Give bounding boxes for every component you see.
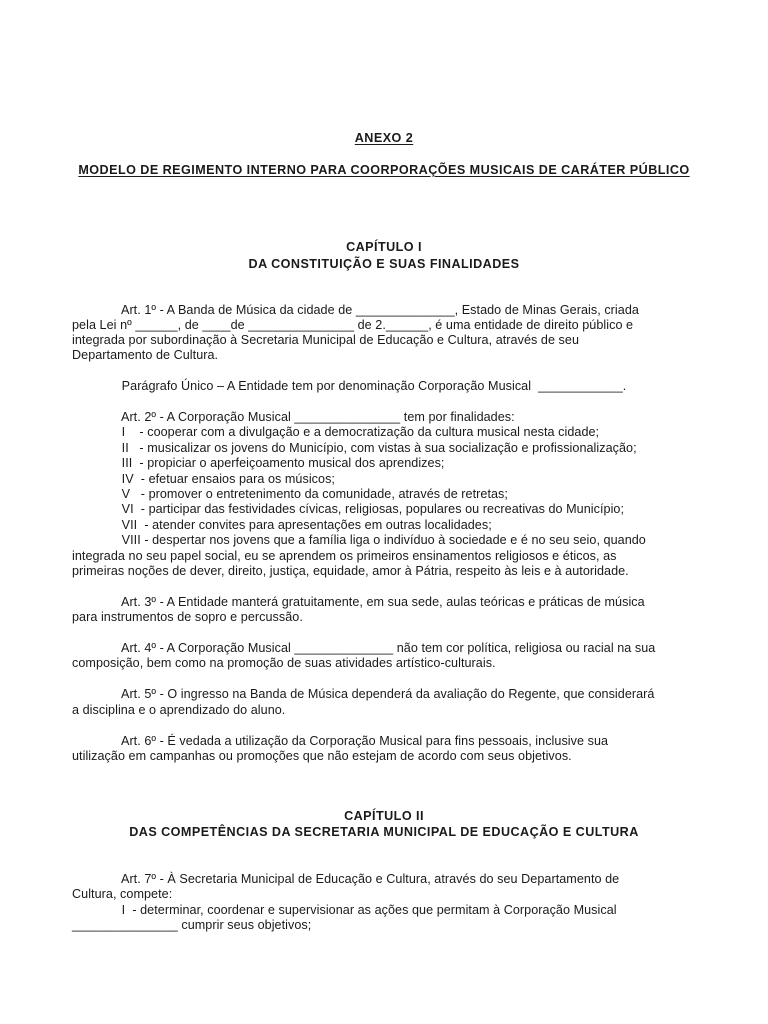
article-2-line: Art. 2º - A Corporação Musical _______________ tem por finalidades: [72,410,515,424]
chapter-2-label: CAPÍTULO II [344,809,424,823]
article-2-item: I - cooperar com a divulgação e a democratização da cultura musical nesta cidade; [72,425,600,439]
article-7-item: I - determinar, coordenar e supervisionar as ações que permitam à Corporação Musical [72,903,617,917]
article-6-line: utilização em campanhas ou promoções que não estejam de acordo com seus objetivos. [72,749,572,763]
article-2-line: primeiras noções de dever, direito, justiça, equidade, amor à Pátria, respeito às leis e à autoridade. [72,564,629,578]
article-7-line: _______________ cumprir seus objetivos; [72,918,312,932]
article-2-item: VI - participar das festividades cívicas, religiosas, populares ou recreativas do Município; [72,502,625,516]
article-7-line: Art. 7º - À Secretaria Municipal de Educação e Cultura, através do seu Departamento de [72,872,620,886]
article-1-line: Departamento de Cultura. [72,348,219,362]
article-3-line: Art. 3º - A Entidade manterá gratuitamente, em sua sede, aulas teóricas e práticas de música [72,595,645,609]
article-3-line: para instrumentos de sopro e percussão. [72,610,303,624]
chapter-1-title: DA CONSTITUIÇÃO E SUAS FINALIDADES [248,257,520,271]
article-1-line: Art. 1º - A Banda de Música da cidade de ______________, Estado de Minas Gerais, criada [72,303,639,317]
article-2-line: integrada no seu papel social, eu se aprendem os primeiros ensinamentos religiosos e éticos, as [72,549,617,563]
article-2-item: V - promover o entretenimento da comunidade, através de retretas; [72,487,508,501]
chapter-1-label: CAPÍTULO I [346,240,422,254]
model-title: MODELO DE REGIMENTO INTERNO PARA COORPORAÇÕES MUSICAIS DE CARÁTER PÚBLICO [78,163,690,177]
paragrafo-unico: Parágrafo Único – A Entidade tem por denominação Corporação Musical ____________. [72,379,627,393]
article-4-line: composição, bem como na promoção de suas atividades artístico-culturais. [72,656,496,670]
article-1-line: integrada por subordinação à Secretaria Municipal de Educação e Cultura, através de seu [72,333,580,347]
article-6-line: Art. 6º - É vedada a utilização da Corporação Musical para fins pessoais, inclusive sua [72,734,609,748]
article-2-item: III - propiciar o aperfeiçoamento musical dos aprendizes; [72,456,445,470]
article-4-line: Art. 4º - A Corporação Musical ______________ não tem cor política, religiosa ou racial na sua [72,641,656,655]
article-7-line: Cultura, compete: [72,887,173,901]
article-2-item: IV - efetuar ensaios para os músicos; [72,472,335,486]
article-5-line: Art. 5º - O ingresso na Banda de Música dependerá da avaliação do Regente, que considerará [72,687,655,701]
article-2-item: VIII - despertar nos jovens que a família liga o indivíduo à sociedade e é no seu seio, quando [72,533,646,547]
annex-title: ANEXO 2 [354,131,414,145]
article-2-item: II - musicalizar os jovens do Município, com vistas à sua socialização e profissionalização; [72,441,637,455]
article-1-line: pela Lei nº ______, de ____de _______________ de 2.______, é uma entidade de direito público e [72,318,634,332]
article-2-item: VII - atender convites para apresentações em outras localidades; [72,518,492,532]
article-5-line: a disciplina e o aprendizado do aluno. [72,703,286,717]
chapter-2-title: DAS COMPETÊNCIAS DA SECRETARIA MUNICIPAL DE EDUCAÇÃO E CULTURA [129,825,639,839]
